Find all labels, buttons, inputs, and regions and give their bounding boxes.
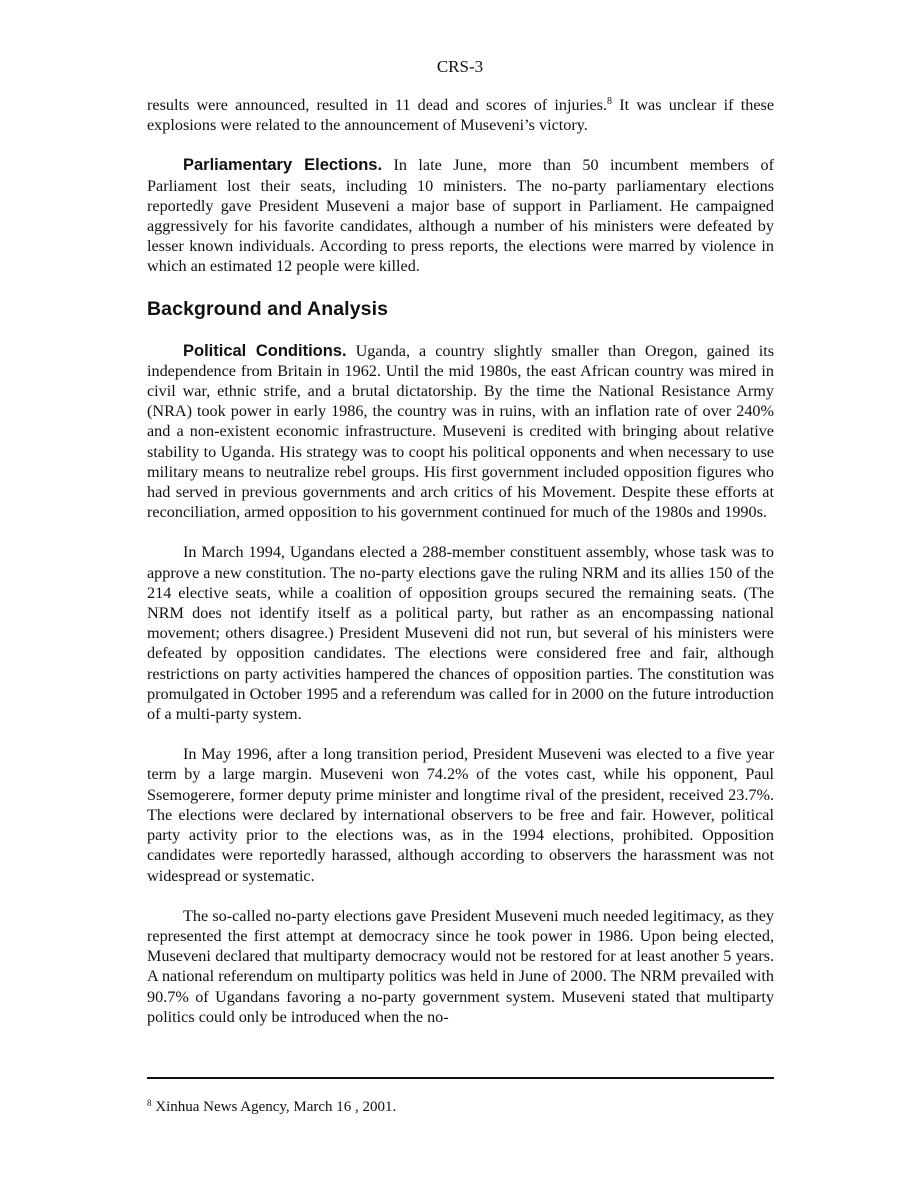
paragraph-text: It was unclear if these explosions were related to the announcement of Museveni’s victory. (147, 96, 775, 135)
footnote-number: 8 (147, 1098, 152, 1108)
footnote-divider (147, 1077, 774, 1079)
paragraph-1996-election: In May 1996, after a long transition period, President Museveni was elected to a five year term by a large margin. Museveni won 74.2% of the votes cast, while his opponent, Paul Ssemogerere, former deputy prime minister and longtime rival of the president, received 23.7%. The elections were declared by international observers to be free and fair. However, political party activity prior to the elections was, as in the 1994 elections, prohibited. Opposition candidates were reportedly harassed, although according to observers the harassment was not widespread or systematic. (147, 745, 774, 885)
paragraph-continuation (147, 95, 774, 135)
paragraph-text: results were announced, resulted in 11 dead and scores of injuries. (147, 96, 608, 114)
footnote-text: Xinhua News Agency, March 16 , 2001. (151, 1099, 397, 1115)
document-body (147, 95, 774, 1027)
section-heading: Background and Analysis (147, 297, 389, 320)
run-in-heading: Political Conditions. (183, 341, 347, 360)
paragraph-1994-assembly: In March 1994, Ugandans elected a 288-member constituent assembly, whose task was to approve a new constitution. The no-party elections gave the ruling NRM and its allies 150 of the 214 elective seats, while a coalition of opposition groups secured the remaining seats. (The NRM does not identify itself as a political party, but rather as an encompassing national movement; others disagree.) President Museveni did not run, but several of his ministers were defeated by opposition candidates. The elections were considered free and fair, although restrictions on party activities hampered the chances of opposition parties. The constitution was promulgated in October 1995 and a referendum was called for in 2000 on the future introduction of a multi-party system. (147, 543, 774, 724)
paragraph-no-party-elections: The so-called no-party elections gave President Museveni much needed legitimacy, as they represented the first attempt at democracy since he took power in 1986. Upon being elected, Museveni declared that multiparty democracy would not be restored for at least another 5 years. A national referendum on multiparty politics was held in June of 2000. The NRM prevailed with 90.7% of Ugandans favoring a no-party government system. Museveni stated that multiparty politics could only be introduced when the no- (147, 906, 774, 1026)
run-in-heading: Parliamentary Elections. (183, 156, 383, 175)
page-header: CRS-3 (436, 57, 484, 76)
footnote (147, 1097, 774, 1117)
paragraph-text: Uganda, a country slightly smaller than Oregon, gained its independence from Britain in 1962. Until the mid 1980s, the east African country was mired in civil war, ethnic strife, and a brutal dictatorship. By the time the National Resistance Army (NRA) took power in early 1986, the country was in ruins, with an inflation rate of over 240% and a non-existent economic infrastructure. Museveni is credited with bringing about relative stability to Uganda. His strategy was to coopt his political opponents and when necessary to use military means to neutralize rebel groups. His first government included opposition figures who had served in previous governments and arch critics of his Movement. Despite these efforts at reconciliation, armed opposition to his government continued for much of the 1980s and 1990s. (147, 341, 774, 522)
paragraph-text: In late June, more than 50 incumbent members of Parliament lost their seats, including 10 ministers. The no-party parliamentary elections reportedly gave President Museveni a major base of support in Parliament. He campaigned aggressively for his favorite candidates, although a number of his ministers were defeated by lesser known individuals. According to press reports, the elections were marred by violence in which an estimated 12 people were killed. (147, 156, 774, 276)
paragraph-political-conditions (147, 341, 774, 523)
footnote-reference[interactable]: 8 (607, 96, 613, 107)
paragraph-parliamentary-elections (147, 155, 774, 276)
